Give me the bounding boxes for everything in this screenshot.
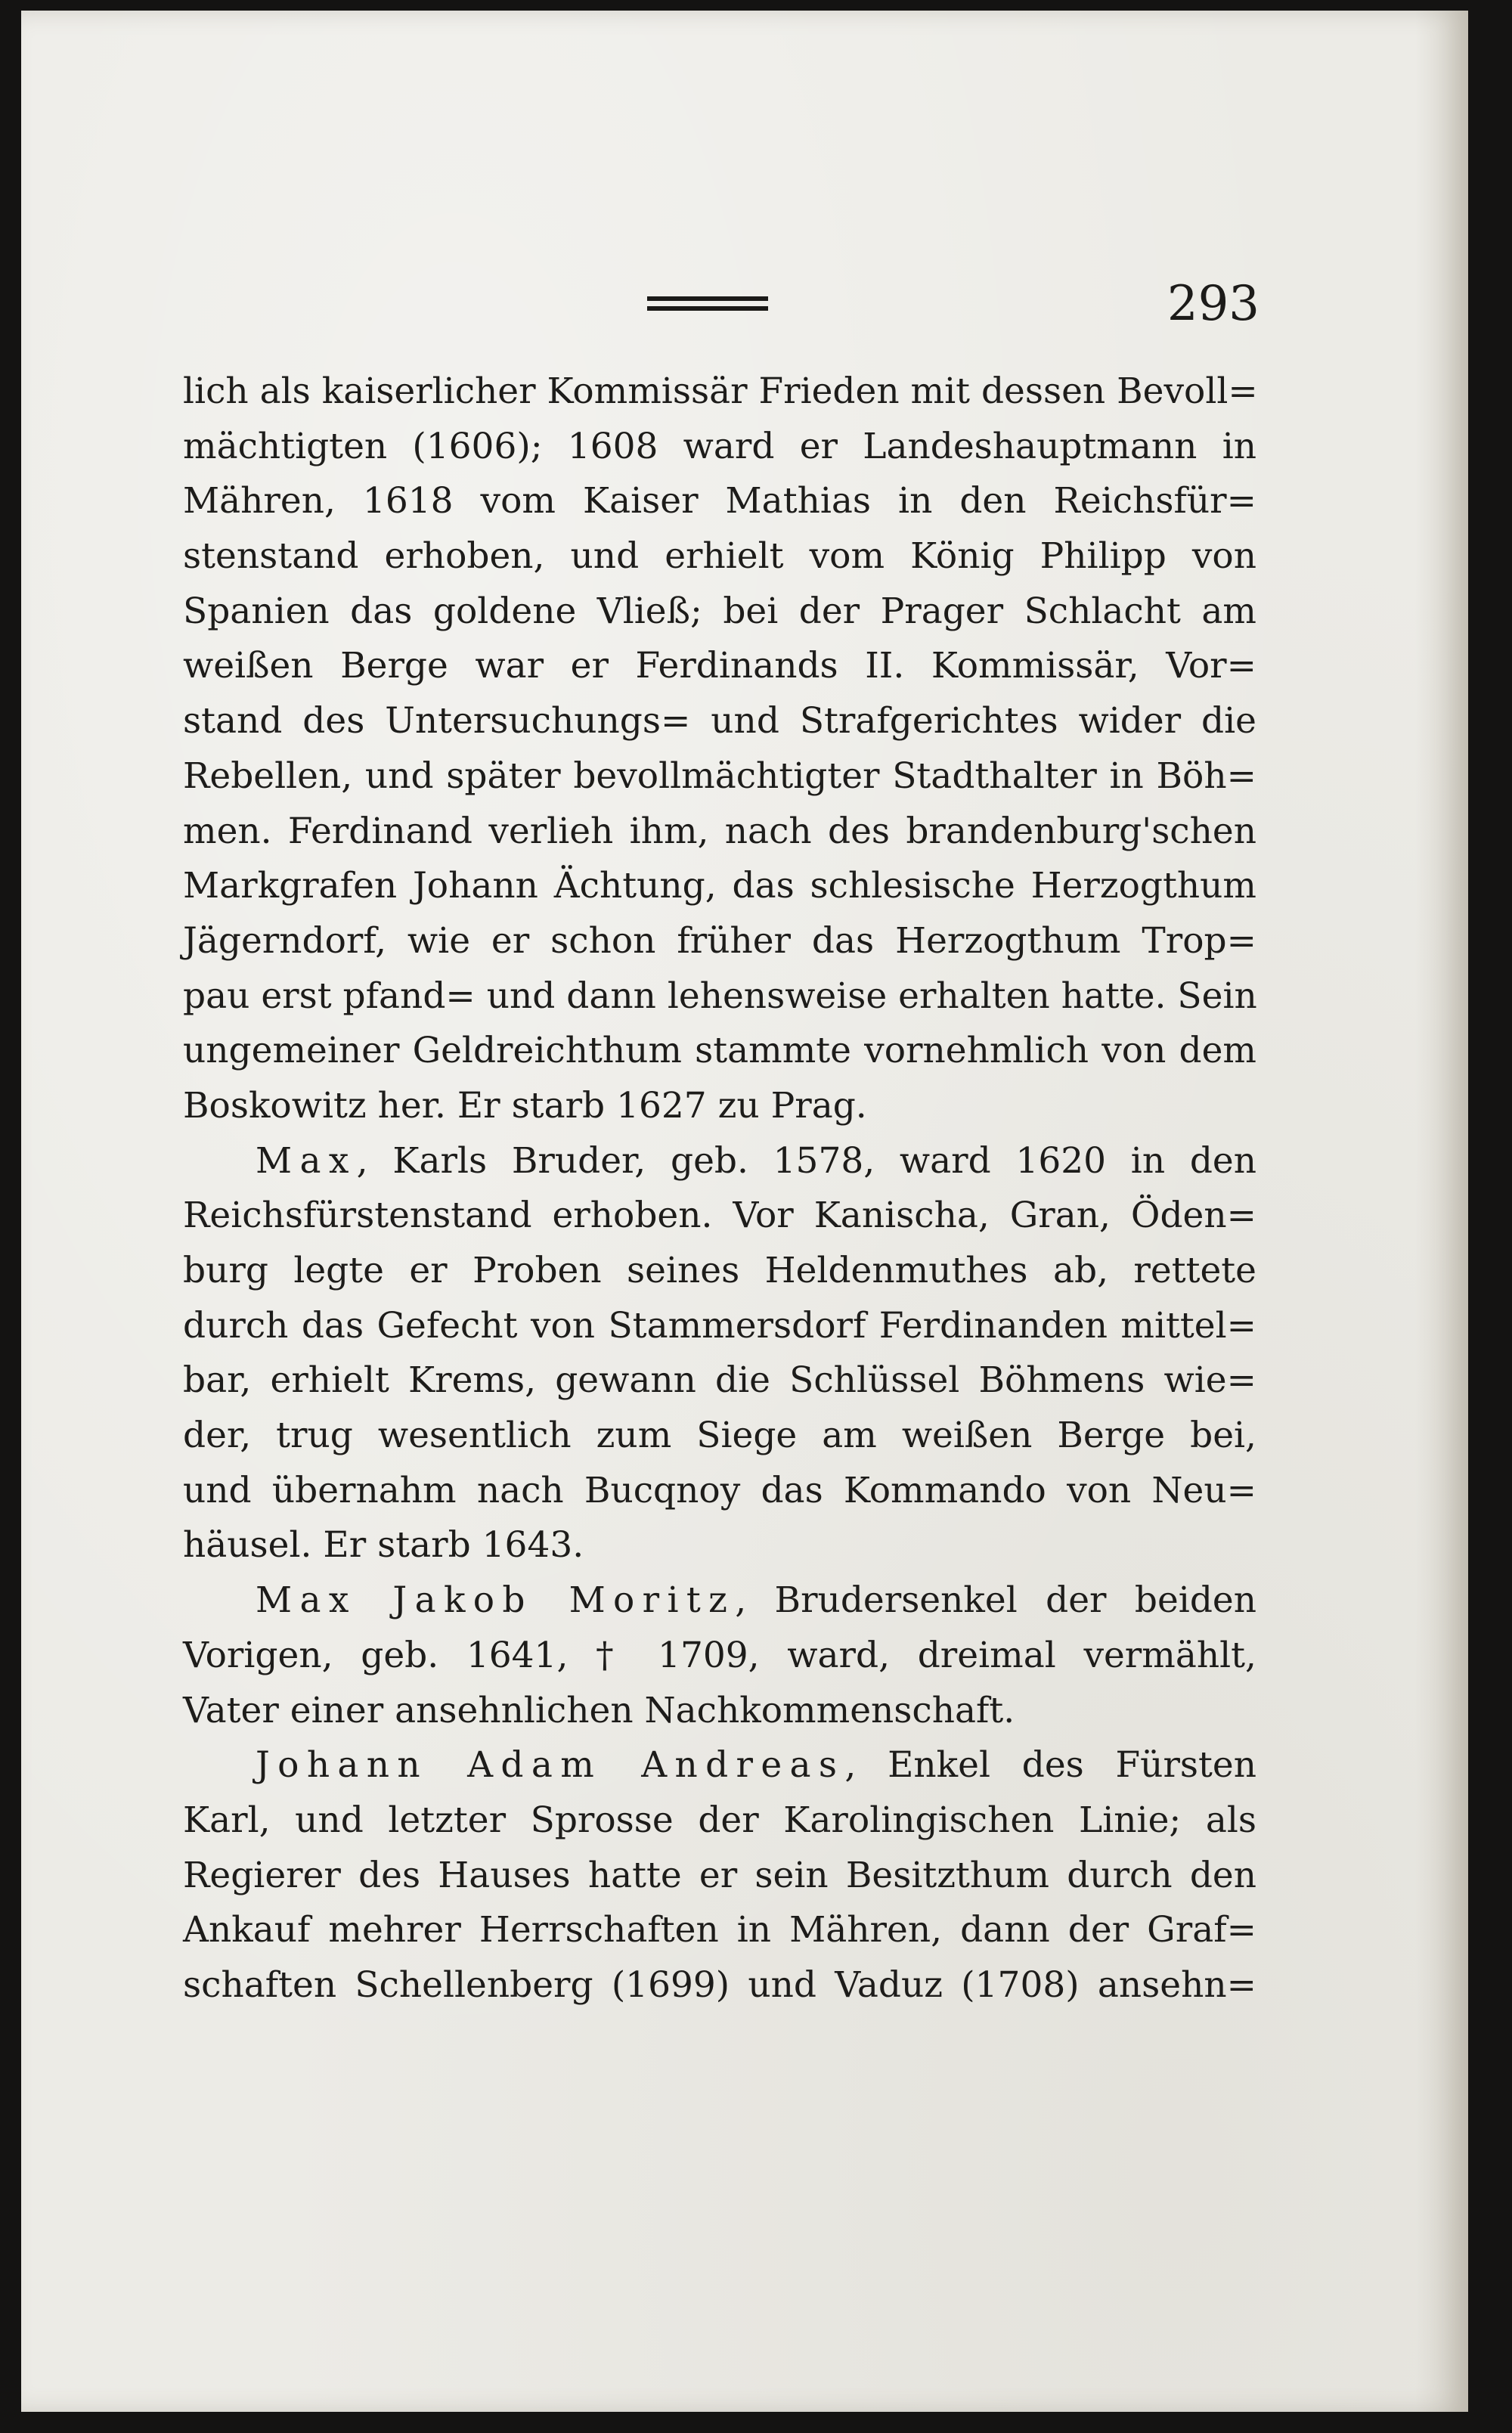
text-line: häusel. Er starb 1643.: [183, 1524, 584, 1567]
text-line: pau erst pfand= und dann lehensweise erhalten hatte. Sein: [183, 975, 1257, 1017]
text-line: und übernahm nach Bucqnoy das Kommando von Neu=: [183, 1469, 1256, 1511]
text-line: bar, erhielt Krems, gewann die Schlüssel Böhmens wie=: [183, 1359, 1256, 1402]
person-name-max: Max: [256, 1139, 357, 1182]
text-line: Rebellen, und später bevollmächtigter Stadthalter in Böh=: [183, 755, 1256, 797]
text-line: mächtigten (1606); 1608 ward er Landeshauptmann in: [183, 425, 1256, 467]
text-line: durch das Gefecht von Stammersdorf Ferdinanden mittel=: [183, 1304, 1256, 1347]
text-line: Jägerndorf, wie er schon früher das Herzogthum Trop=: [183, 919, 1256, 962]
text-line: Spanien das goldene Vließ; bei der Prager Schlacht am: [183, 590, 1256, 632]
person-name-max-jakob-moritz: Max Jakob Moritz: [256, 1579, 736, 1622]
text-line: Karl, und letzter Sprosse der Karolingischen Linie; als: [183, 1799, 1256, 1841]
body-text: [183, 364, 1256, 2013]
text-line: lich als kaiserlicher Kommissär Frieden mit dessen Bevoll=: [183, 370, 1258, 412]
text-line: Ankauf mehrer Herrschaften in Mähren, dann der Graf=: [183, 1909, 1256, 1951]
text-line: ungemeiner Geldreichthum stammte vornehmlich von dem: [183, 1030, 1256, 1072]
text-line: weißen Berge war er Ferdinands II. Kommissär, Vor=: [183, 645, 1256, 687]
text-line: Boskowitz her. Er starb 1627 zu Prag.: [183, 1084, 867, 1127]
text-line: Regierer des Hauses hatte er sein Besitzthum durch den: [183, 1854, 1256, 1896]
header-rule: [647, 296, 768, 311]
text-line: men. Ferdinand verlieh ihm, nach des brandenburg'schen: [183, 810, 1256, 852]
text-line: Markgrafen Johann Ächtung, das schlesische Herzogthum: [183, 865, 1256, 907]
text-line: stenstand erhoben, und erhielt vom König Philipp von: [183, 535, 1256, 578]
page-edge-shadow: [1415, 11, 1468, 2412]
text-line: Reichsfürstenstand erhoben. Vor Kanischa, Gran, Öden=: [183, 1195, 1256, 1237]
text-line: stand des Untersuchungs= und Strafgerichtes wider die: [183, 700, 1256, 742]
paragraph-max-first-line: [183, 1134, 1256, 1189]
text-line: burg legte er Proben seines Heldenmuthes ab, rettete: [183, 1250, 1256, 1291]
book-page: [21, 11, 1468, 2412]
page-number: 293: [1167, 276, 1259, 332]
person-name-johann-adam-andreas: Johann Adam Andreas: [256, 1744, 845, 1787]
header-rule-bar-bottom: [647, 306, 768, 311]
paragraph-johann-first-line: [183, 1738, 1256, 1793]
text-line: Mähren, 1618 vom Kaiser Mathias in den Reichsfür=: [183, 480, 1256, 522]
header-rule-bar-top: [647, 296, 768, 301]
text-line: Vater einer ansehnlichen Nachkommenschaft.: [183, 1689, 1015, 1731]
text-run: , Brudersenkel der beiden: [735, 1579, 1256, 1622]
text-line: schaften Schellenberg (1699) und Vaduz (1708) ansehn=: [183, 1963, 1256, 2006]
text-line: Vorigen, geb. 1641, † 1709, ward, dreimal vermählt,: [183, 1634, 1256, 1676]
text-run: , Karls Bruder, geb. 1578, ward 1620 in den: [356, 1139, 1256, 1182]
text-run: , Enkel des Fürsten: [844, 1744, 1256, 1787]
paragraph-max-jakob-first-line: [183, 1573, 1256, 1629]
text-line: der, trug wesentlich zum Siege am weißen Berge bei,: [183, 1415, 1256, 1457]
